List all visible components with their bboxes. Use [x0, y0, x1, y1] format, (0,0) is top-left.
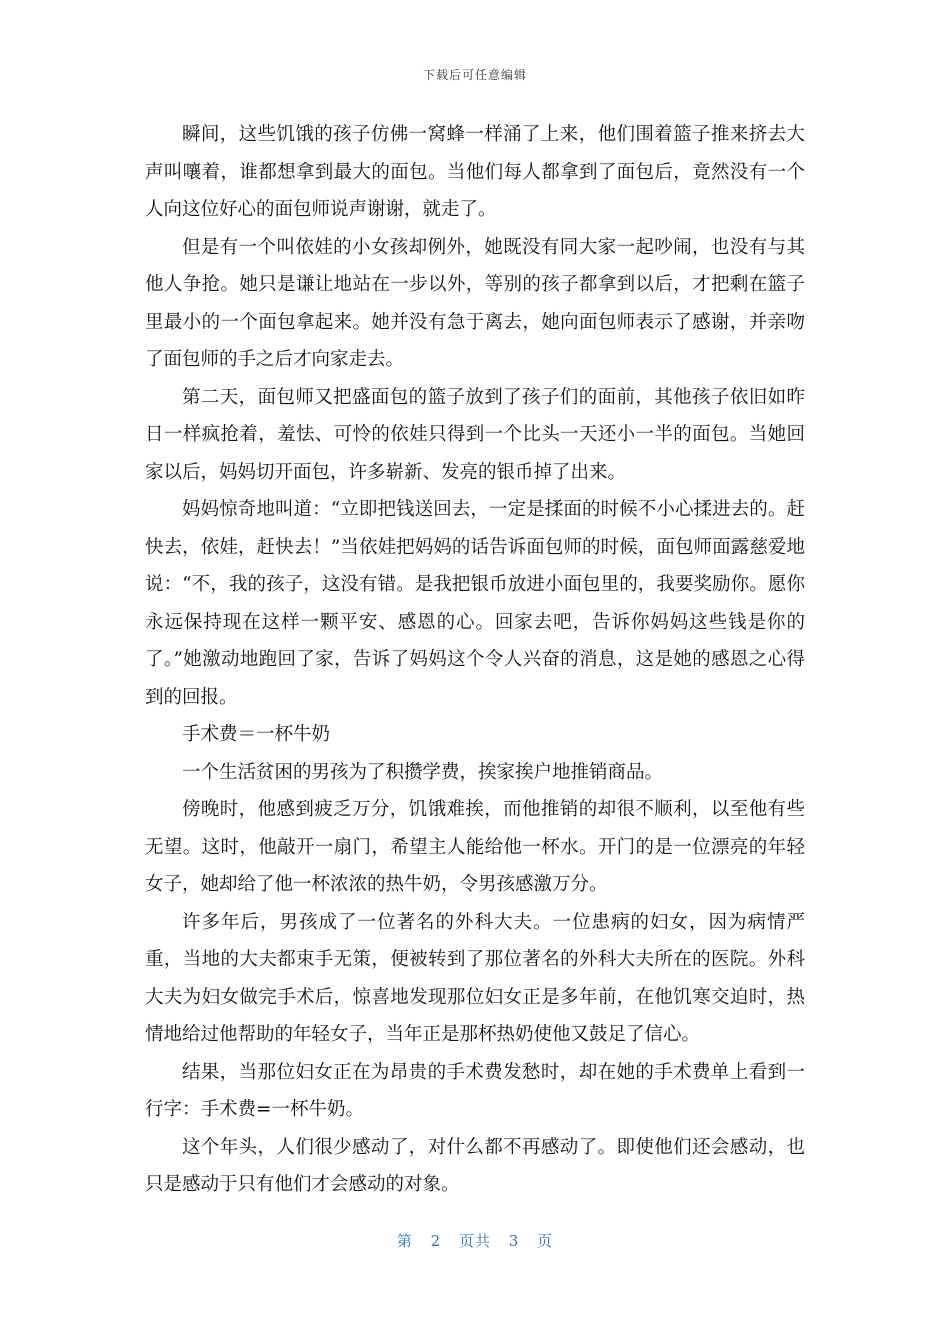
paragraph: 一个生活贫困的男孩为了积攒学费，挨家挨户地推销商品。	[182, 761, 664, 783]
paragraph: 妈妈惊奇地叫道：“立即把钱送回去，一定是揉面的时候不小心揉进去的。赶快去，依娃，赶快去！”当依娃把妈妈的话告诉面包师的时候，面包师面露慈爱地说：“不，我的孩子，这没有错。是我把银币放进小面包里的，我要奖励你。愿你永远保持现在这样一颗平安、感恩的心。回家去吧，告诉你妈妈这些钱是你的了。”她激动地跑回了家，告诉了妈妈这个令人兴奋的消息，这是她的感恩之心得到的回报。	[145, 499, 805, 708]
paragraph: 这个年头，人们很少感动了，对什么都不再感动了。即使他们还会感动，也只是感动于只有他们才会感动的对象。	[145, 1136, 805, 1195]
section-title: 手术费＝一杯牛奶	[182, 724, 331, 745]
document-body	[145, 116, 805, 1204]
paragraph: 许多年后，男孩成了一位著名的外科大夫。一位患病的妇女，因为病情严重，当地的大夫都束手无策，便被转到了那位著名的外科大夫所在的医院。外科大夫为妇女做完手术后，惊喜地发现那位妇女正是多年前，在他饥寒交迫时，热情地给过他帮助的年轻女子，当年正是那杯热奶使他又鼓足了信心。	[145, 911, 805, 1045]
page-number: 第 2 页共 3 页	[396, 1232, 554, 1250]
paragraph: 第二天，面包师又把盛面包的篮子放到了孩子们的面前，其他孩子依旧如昨日一样疯抢着，羞怯、可怜的依娃只得到一个比头一天还小一半的面包。当她回家以后，妈妈切开面包，许多崭新、发亮的银币掉了出来。	[145, 386, 805, 483]
paragraph: 但是有一个叫依娃的小女孩却例外，她既没有同大家一起吵闹，也没有与其他人争抢。她只是谦让地站在一步以外，等别的孩子都拿到以后，才把剩在篮子里最小的一个面包拿起来。她并没有急于离去，她向面包师表示了感谢，并亲吻了面包师的手之后才向家走去。	[145, 236, 805, 370]
paragraph: 傍晚时，他感到疲乏万分，饥饿难挨，而他推销的却很不顺利，以至他有些无望。这时，他敲开一扇门，希望主人能给他一杯水。开门的是一位漂亮的年轻女子，她却给了他一杯浓浓的热牛奶，令男孩感激万分。	[145, 799, 805, 895]
page-header: 下载后可任意编辑	[422, 68, 527, 82]
paragraph: 瞬间，这些饥饿的孩子仿佛一窝蜂一样涌了上来，他们围着篮子推来挤去大声叫嚷着，谁都想拿到最大的面包。当他们每人都拿到了面包后，竟然没有一个人向这位好心的面包师说声谢谢，就走了。	[145, 124, 805, 220]
paragraph: 结果，当那位妇女正在为昂贵的手术费发愁时，却在她的手术费单上看到一行字：手术费=一杯牛奶。	[145, 1061, 805, 1120]
